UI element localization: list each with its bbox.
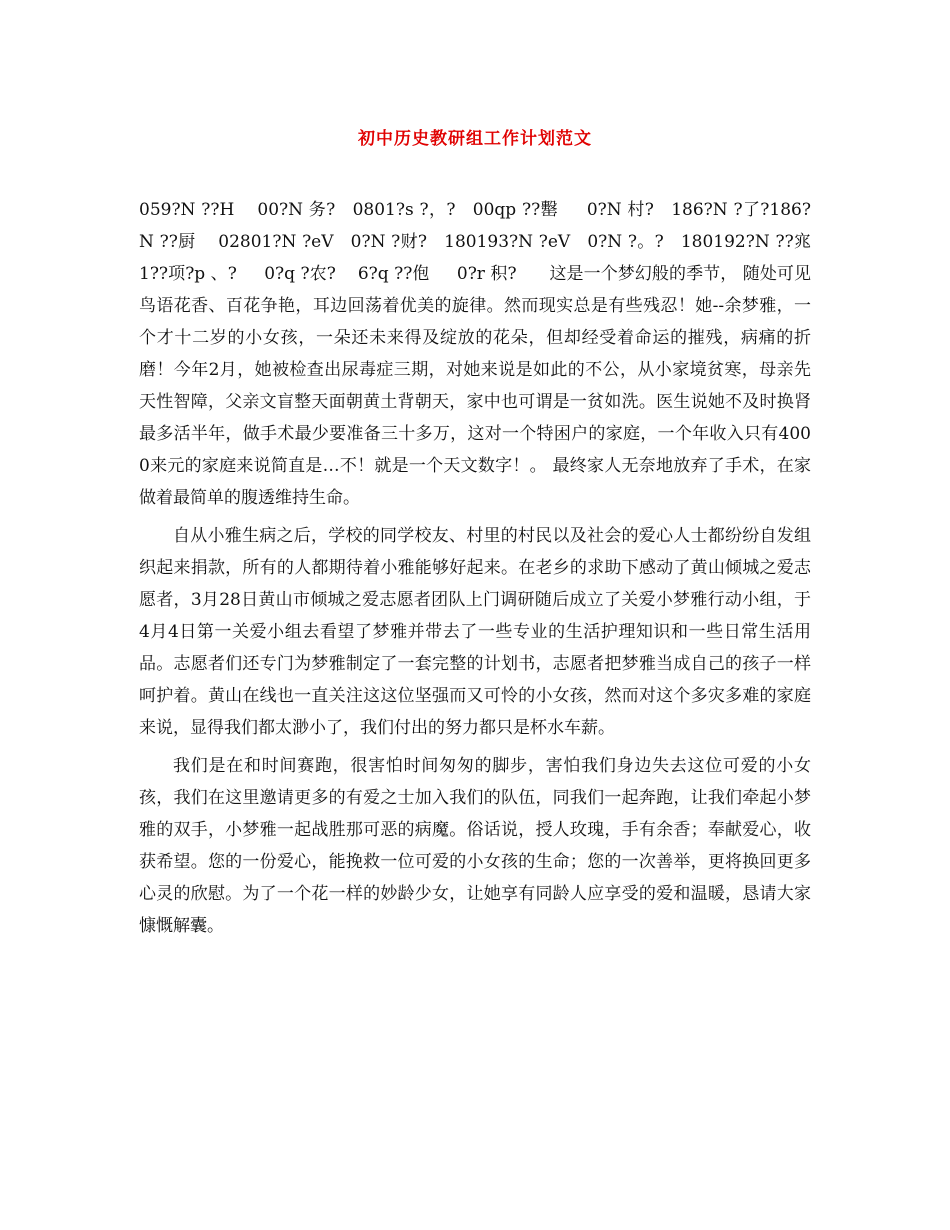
- document-title: 初中历史教研组工作计划范文: [358, 129, 592, 149]
- paragraph-1-text: 这是一个梦幻般的季节， 随处可见鸟语花香、百花争艳，耳边回荡着优美的旋律。然而现实总是有些残忍！她--余梦雅，一个才十二岁的小女孩，一朵还未来得及绽放的花朵，但却经受着命运的摧残，病痛的折磨！今年2月，她被检查出尿毒症三期，对她来说是如此的不公，从小家境贫寒，母亲先天性智障，父亲文盲整天面朝黄土背朝天，家中也可谓是一贫如洗。医生说她不及时换肾最多活半年，做手术最少要准备三十多万，这对一个特困户的家庭，一个年收入只有4000来元的家庭来说简直是…不！就是一个天文数字！。 最终家人无奈地放弃了手术，在家做着最简单的腹透维持生命。: [139, 264, 811, 508]
- document-body: [139, 194, 833, 948]
- paragraph-2: 自从小雅生病之后，学校的同学校友、村里的村民以及社会的爱心人士都纷纷自发组织起来捐款，所有的人都期待着小雅能够好起来。在老乡的求助下感动了黄山倾城之爱志愿者，3月28日黄山市倾城之爱志愿者团队上门调研随后成立了关爱小梦雅行动小组，于4月4日第一关爱小组去看望了梦雅并带去了一些专业的生活护理知识和一些日常生活用品。志愿者们还专门为梦雅制定了一套完整的计划书，志愿者把梦雅当成自己的孩子一样呵护着。黄山在线也一直关注这这位坚强而又可怜的小女孩，然而对这个多灾多难的家庭来说，显得我们都太渺小了，我们付出的努力都只是杯水车薪。: [139, 526, 811, 738]
- garbled-text: 059?N ??H 00?N 务? 0801?s ?，? 00qp ??罊 0?N 村? 186?N ?了?186?N ??厨 02801?N ?eV 0?N ?财? 180193?N ?eV 0?N ?。? 180192?N ??宨 1??项?p 、? 0?q ?农? 6?q ??佨 0?r 积?: [139, 200, 833, 284]
- paragraph-1: [139, 194, 833, 514]
- paragraph-3: 我们是在和时间赛跑，很害怕时间匆匆的脚步，害怕我们身边失去这位可爱的小女孩，我们在这里邀请更多的有爱之士加入我们的队伍，同我们一起奔跑，让我们牵起小梦雅的双手，小梦雅一起战胜那可恶的病魔。俗话说，授人玫瑰，手有余香；奉献爱心，收获希望。您的一份爱心，能挽救一位可爱的小女孩的生命；您的一次善举，更将换回更多心灵的欣慰。为了一个花一样的妙龄少女，让她享有同龄人应享受的爱和温暖，恳请大家慷慨解囊。: [139, 756, 811, 936]
